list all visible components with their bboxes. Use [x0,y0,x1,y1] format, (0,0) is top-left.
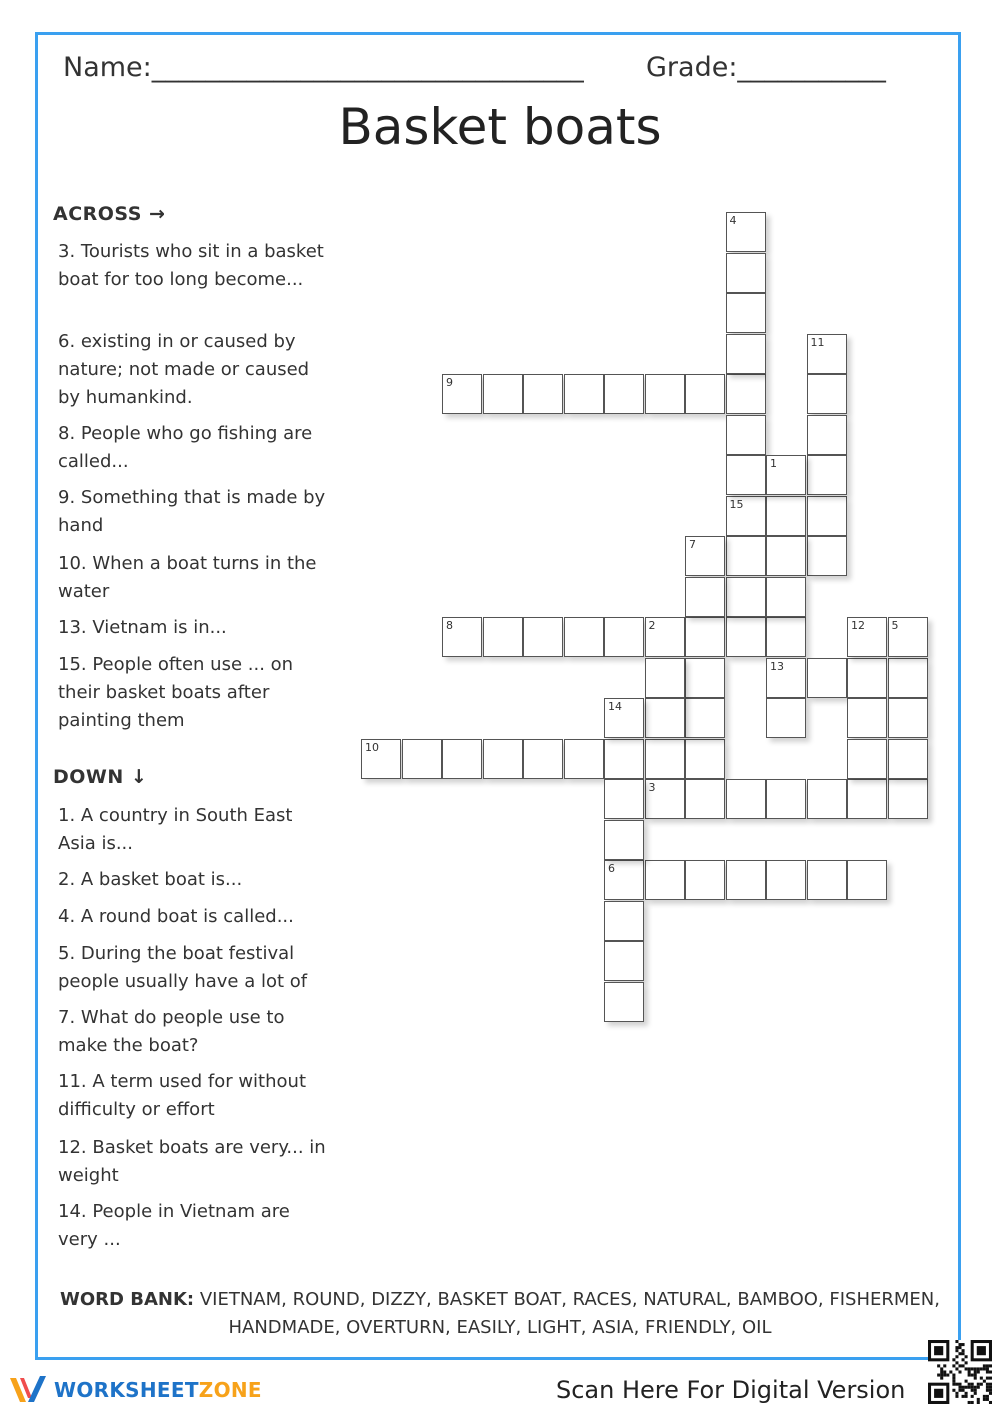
clue-number: 12 [851,619,865,632]
brand-logo[interactable] [8,1372,262,1408]
logo-check-icon [8,1372,48,1408]
name-field[interactable]: Name:________________________________ [63,52,584,83]
word-bank [60,1286,940,1342]
logo-word-worksheet: WORKSHEET [54,1378,199,1402]
logo-text [54,1378,262,1402]
clue-number: 14 [608,700,622,713]
name-grade-line [63,52,943,92]
down-heading: DOWN ↓ [53,766,148,788]
clue-number: 10 [365,740,379,754]
grade-field[interactable]: Grade:___________ [646,52,886,83]
clue-number: 1 [770,457,777,470]
clue-down-5: 5. During the boat festival people usually have a lot of [58,943,308,992]
clue-down-2: 2. A basket boat is... [58,869,243,890]
clue-number: 13 [770,659,784,673]
clue-number: 2 [648,619,656,632]
logo-word-zone: ZONE [198,1378,262,1402]
clue-number: 11 [810,335,825,349]
across-heading: ACROSS → [53,203,166,225]
clue-across-15: 15. People often use ... on their basket boats after painting them [58,654,294,731]
clue-down-4: 4. A round boat is called... [58,906,294,927]
clue-number: 3 [648,781,656,794]
clue-number: 9 [446,376,453,389]
clue-across-10: 10. When a boat turns in the water [58,553,317,602]
clue-down-7: 7. What do people use to make the boat? [58,1007,285,1056]
page-title: Basket boats [338,98,662,156]
clue-down-14: 14. People in Vietnam are very ... [58,1201,290,1250]
clue-down-12: 12. Basket boats are very... in weight [58,1137,326,1186]
clue-number: 4 [729,214,737,227]
clue-across-9: 9. Something that is made by hand [58,487,326,536]
clue-number: 5 [891,619,899,632]
clue-number: 15 [729,497,744,511]
clue-across-3: 3. Tourists who sit in a basket boat for too long become... [58,241,324,290]
clue-across-6: 6. existing in or caused by nature; not made or caused by humankind. [58,331,310,408]
clue-across-8: 8. People who go fishing are called... [58,423,313,472]
clue-down-11: 11. A term used for without difficulty or effort [58,1071,307,1120]
word-bank-words: VIETNAM, ROUND, DIZZY, BASKET BOAT, RACES, NATURAL, BAMBOO, FISHERMEN, HANDMADE, OVERTURN, EASILY, LIGHT, ASIA, FRIENDLY, OIL [199,1289,940,1338]
clue-number: 7 [689,538,696,551]
scan-text: Scan Here For Digital Version [556,1376,906,1404]
clue-number: 8 [446,619,453,632]
qr-code-icon[interactable] [928,1340,992,1404]
clue-down-1: 1. A country in South East Asia is... [58,805,293,854]
clue-number: 6 [608,862,615,875]
word-bank-label: WORD BANK: [60,1289,195,1310]
clue-across-13: 13. Vietnam is in... [58,617,227,638]
